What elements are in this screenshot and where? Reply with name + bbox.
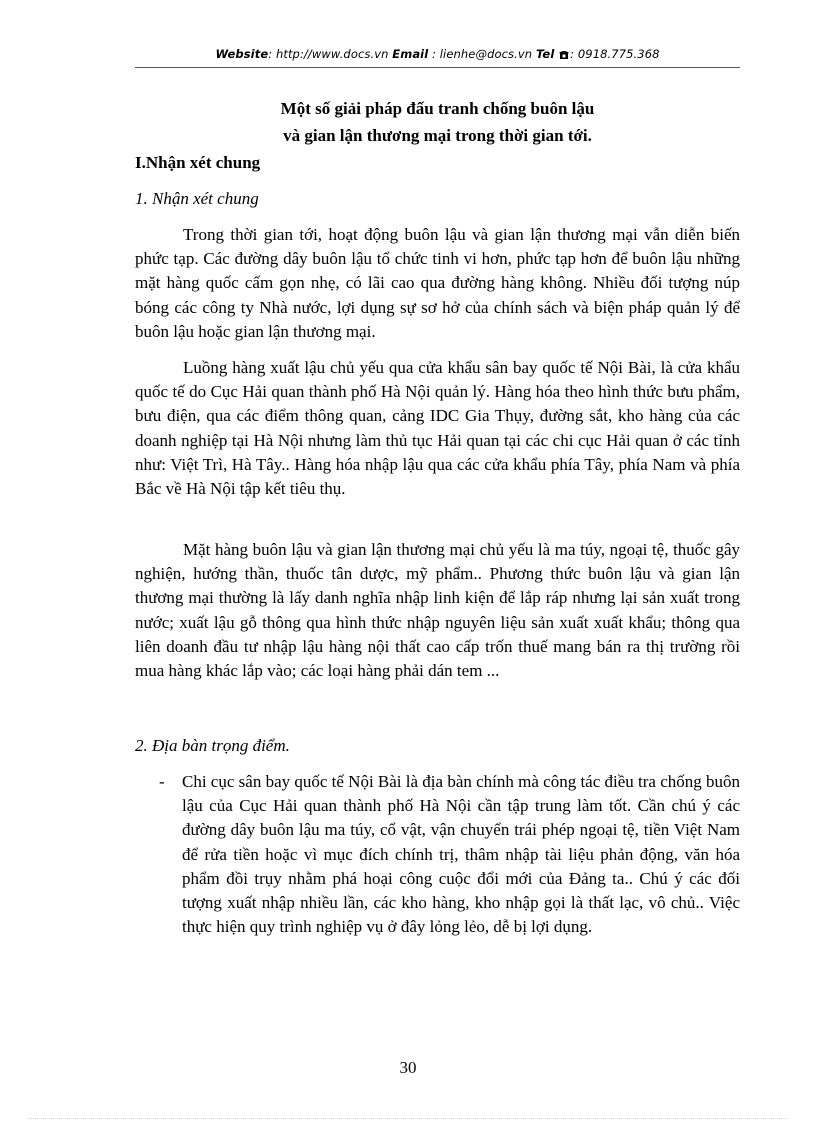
tel-value: : 0918.775.368 <box>570 47 660 61</box>
section-heading: I.Nhận xét chung <box>135 153 261 172</box>
paragraph-3: Mặt hàng buôn lậu và gian lận thương mại chủ yếu là ma túy, ngoại tệ, thuốc gây nghiện, hướng thần, thuốc tân dược, mỹ phẩm.. Phương thức buôn lậu và gian lận thương mại thường là lấy danh nghĩa nhập linh kiện để lắp ráp nhưng lại sản xuất trong nước; xuất lậu gỗ thông qua hình thức nhập nguyên liệu sản xuất xuất khẩu; thông qua liên doanh đầu tư nhập lậu hàng nội thất cao cấp trốn thuế mang bán ra thị trường rồi mua hàng khác lắp vào; các loại hàng phải dán tem ... <box>135 540 740 681</box>
tel-label: Tel <box>535 47 555 61</box>
title-line-1: Một số giải pháp đấu tranh chống buôn lậu <box>280 99 595 118</box>
bullet-text: Chi cục sân bay quốc tế Nội Bài là địa bàn chính mà công tác điều tra chống buôn lậu của Cục Hải quan thành phố Hà Nội cần tập trung làm tốt. Cần chú ý các đường dây buôn lậu ma túy, cổ vật, vận chuyển trái phép ngoại tệ, tiền Việt Nam để rửa tiền hoặc vì mục đích chính trị, thâm nhập tài liệu phản động, văn hóa phẩm đồi trụy nhằm phá hoại công cuộc đổi mới của Đảng ta.. Chú ý các đối tượng xuất nhập nhiều lần, các kho hàng, kho nhập gọi là thất lạc, vô chủ.. Việc thực hiện quy trình nghiệp vụ ở đây lỏng lẻo, dễ bị lợi dụng. <box>182 772 741 937</box>
website-value: : http://www.docs.vn <box>268 47 389 61</box>
email-value: : lienhe@docs.vn <box>432 47 533 61</box>
paragraph-2: Luồng hàng xuất lậu chủ yếu qua cửa khẩu sân bay quốc tế Nội Bài, là cửa khẩu quốc tế do Cục Hải quan thành phố Hà Nội quản lý. Hàng hóa theo hình thức bưu phẩm, bưu điện, qua các điểm thông quan, cảng IDC Gia Thụy, đường sắt, kho hàng của các doanh nghiệp tại Hà Nội nhưng làm thủ tục Hải quan tại các chi cục Hải quan ở các tỉnh như: Việt Trì, Hà Tây.. Hàng hóa nhập lậu qua các cửa khẩu phía Tây, phía Nam và phía Bắc về Hà Nội tập kết tiêu thụ. <box>135 358 740 499</box>
title-line-2: và gian lận thương mại trong thời gian tới. <box>283 126 592 145</box>
footer-divider <box>28 1118 788 1119</box>
website-label: Website <box>215 47 269 61</box>
telephone-icon <box>559 50 569 59</box>
subsection-heading-1: 1. Nhận xét chung <box>135 189 259 208</box>
bullet-dash: - <box>159 772 165 791</box>
paragraph-1: Trong thời gian tới, hoạt động buôn lậu và gian lận thương mại vẫn diễn biến phức tạp. Các đường dây buôn lậu tổ chức tinh vi hơn, phức tạp hơn để buôn lậu những mặt hàng quốc cấm gọn nhẹ, có lãi cao qua đường hàng không. Nhiều đối tượng núp bóng các công ty Nhà nước, lợi dụng sự sơ hở của chính sách và biện pháp quản lý để buôn lậu hoặc gian lận thương mại. <box>135 225 740 341</box>
page-number: 30 <box>399 1058 417 1077</box>
bullet-item <box>135 770 740 939</box>
email-label: Email <box>392 47 429 61</box>
page-header <box>135 47 740 61</box>
header-divider <box>135 67 740 68</box>
subsection-heading-2: 2. Địa bàn trọng điểm. <box>135 736 290 755</box>
page-title <box>135 95 740 149</box>
